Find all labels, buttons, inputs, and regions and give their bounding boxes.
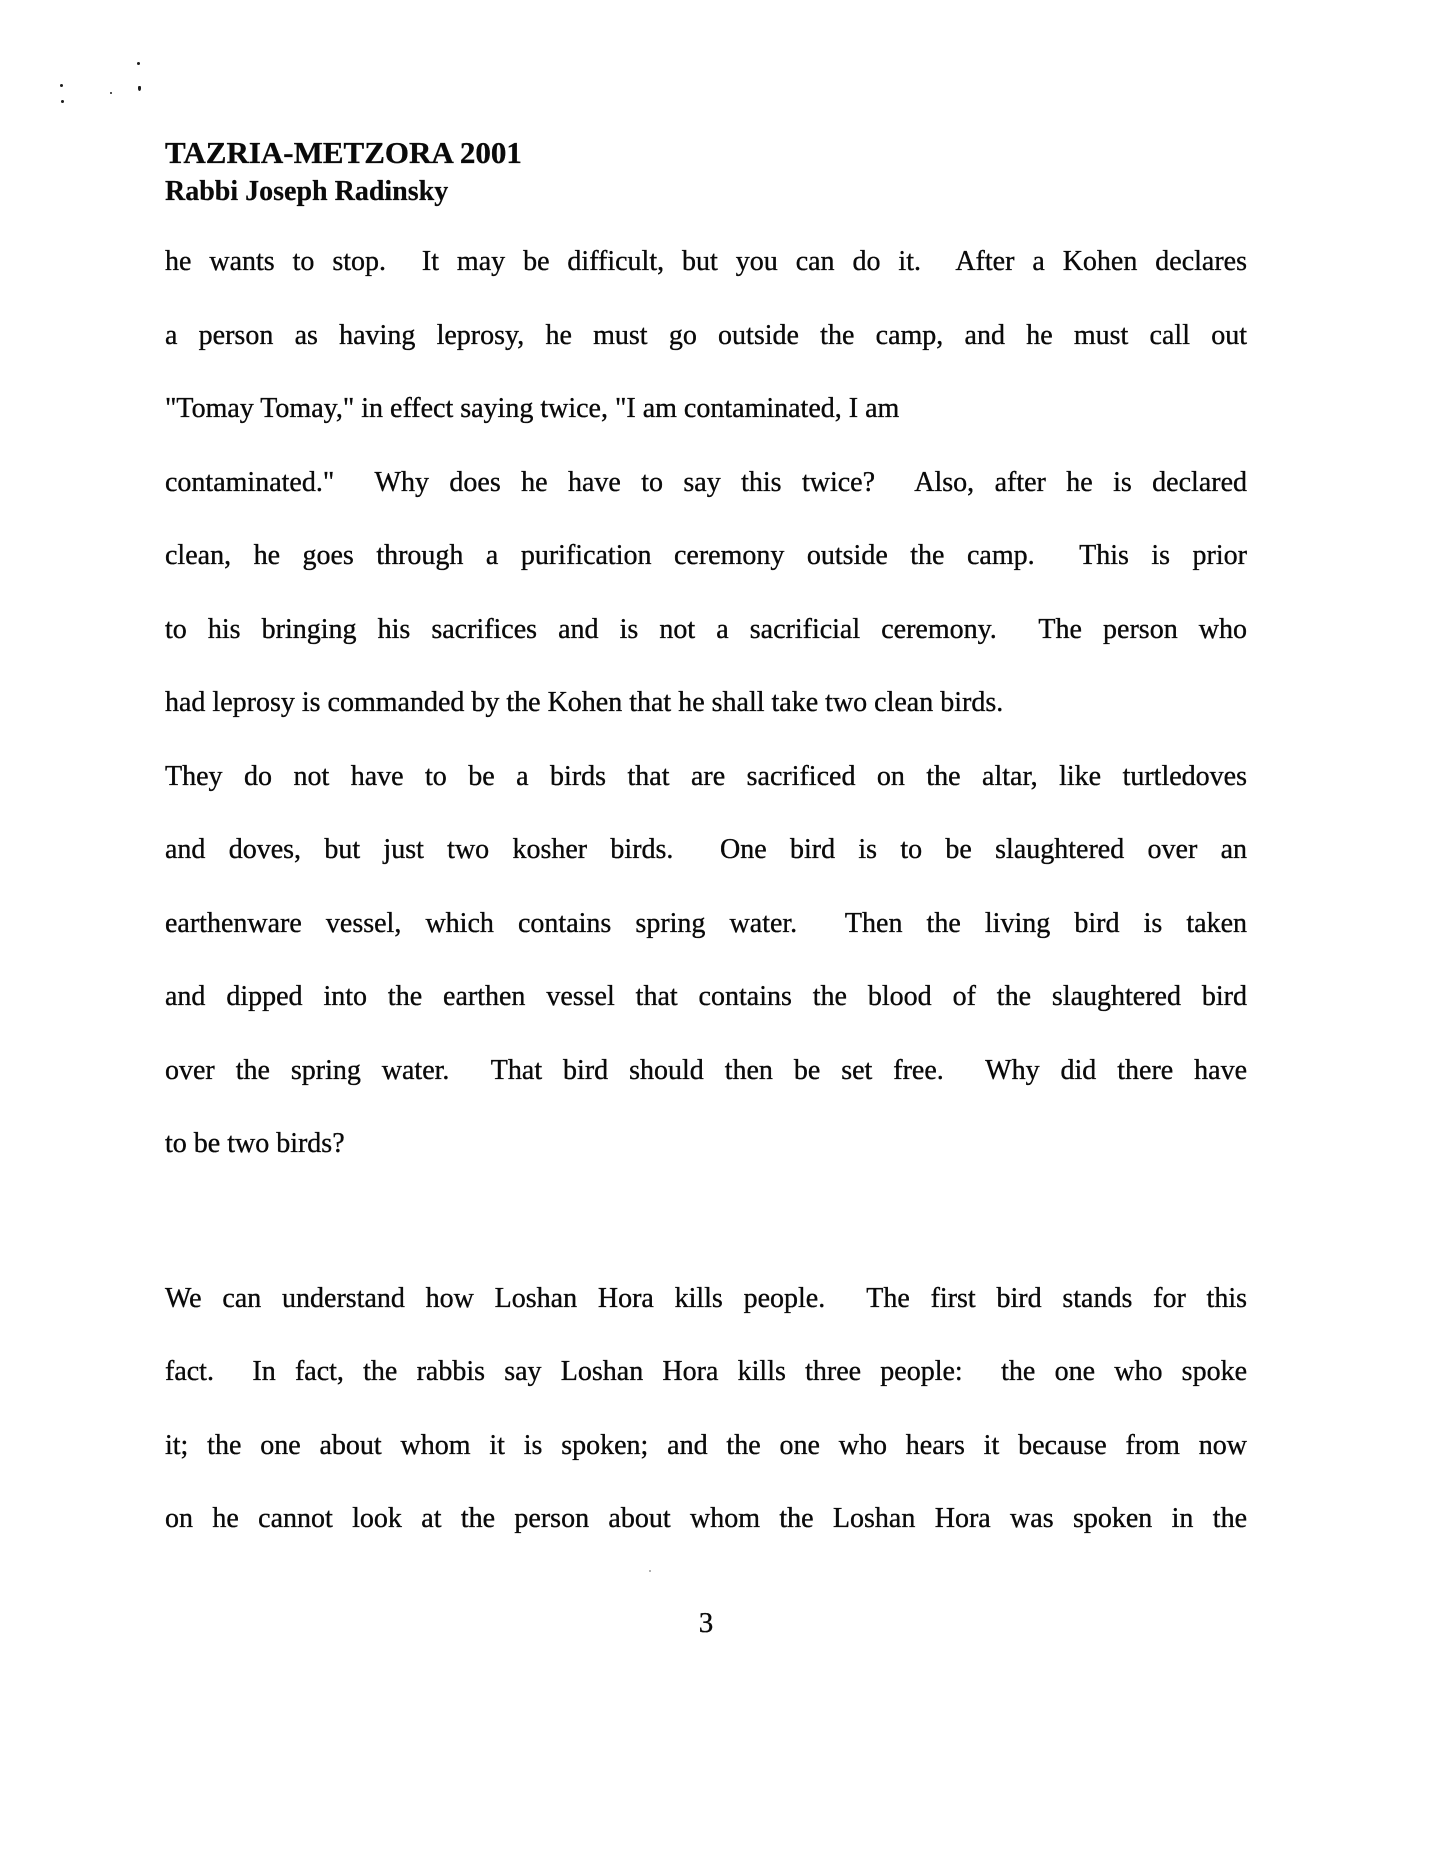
text-line: We can understand how Loshan Hora kills people. The first bird stands for this <box>165 1282 1247 1314</box>
scan-speck <box>61 100 64 103</box>
paragraph-1 <box>165 225 1247 1181</box>
scan-speck <box>110 92 112 94</box>
document-header <box>165 133 522 210</box>
text-line: it; the one about whom it is spoken; and the one who hears it because from now <box>165 1429 1247 1461</box>
text-line: "Tomay Tomay," in effect saying twice, "I am contaminated, I am <box>165 393 900 424</box>
text-line: over the spring water. That bird should then be set free. Why did there have <box>165 1054 1247 1086</box>
text-line: They do not have to be a birds that are sacrificed on the altar, like turtledoves <box>165 760 1247 792</box>
text-line: clean, he goes through a purification ceremony outside the camp. This is prior <box>165 540 1247 571</box>
text-line: had leprosy is commanded by the Kohen that he shall take two clean birds. <box>165 687 1004 718</box>
page-number: 3 <box>698 1607 714 1639</box>
text-line: earthenware vessel, which contains spring water. Then the living bird is taken <box>165 907 1247 939</box>
scan-speck <box>649 1570 651 1572</box>
text-line: to his bringing his sacrifices and is not a sacrificial ceremony. The person who <box>165 613 1247 645</box>
paragraph-2 <box>165 1262 1247 1556</box>
scan-speck <box>138 86 141 91</box>
text-line: fact. In fact, the rabbis say Loshan Hora kills three people: the one who spoke <box>165 1356 1247 1387</box>
text-line: and doves, but just two kosher birds. One bird is to be slaughtered over an <box>165 834 1247 865</box>
text-line: and dipped into the earthen vessel that contains the blood of the slaughtered bird <box>165 981 1247 1012</box>
text-line: to be two birds? <box>165 1128 345 1159</box>
scan-speck <box>137 62 140 65</box>
document-author: Rabbi Joseph Radinsky <box>165 176 449 207</box>
text-line: on he cannot look at the person about whom the Loshan Hora was spoken in the <box>165 1503 1247 1534</box>
text-line: contaminated." Why does he have to say this twice? Also, after he is declared <box>165 466 1247 498</box>
scan-speck <box>60 84 63 87</box>
text-line: a person as having leprosy, he must go outside the camp, and he must call out <box>165 319 1247 351</box>
document-title: TAZRIA-METZORA 2001 <box>165 135 522 170</box>
document-body <box>165 225 1247 1556</box>
text-line: he wants to stop. It may be difficult, but you can do it. After a Kohen declares <box>165 246 1247 277</box>
